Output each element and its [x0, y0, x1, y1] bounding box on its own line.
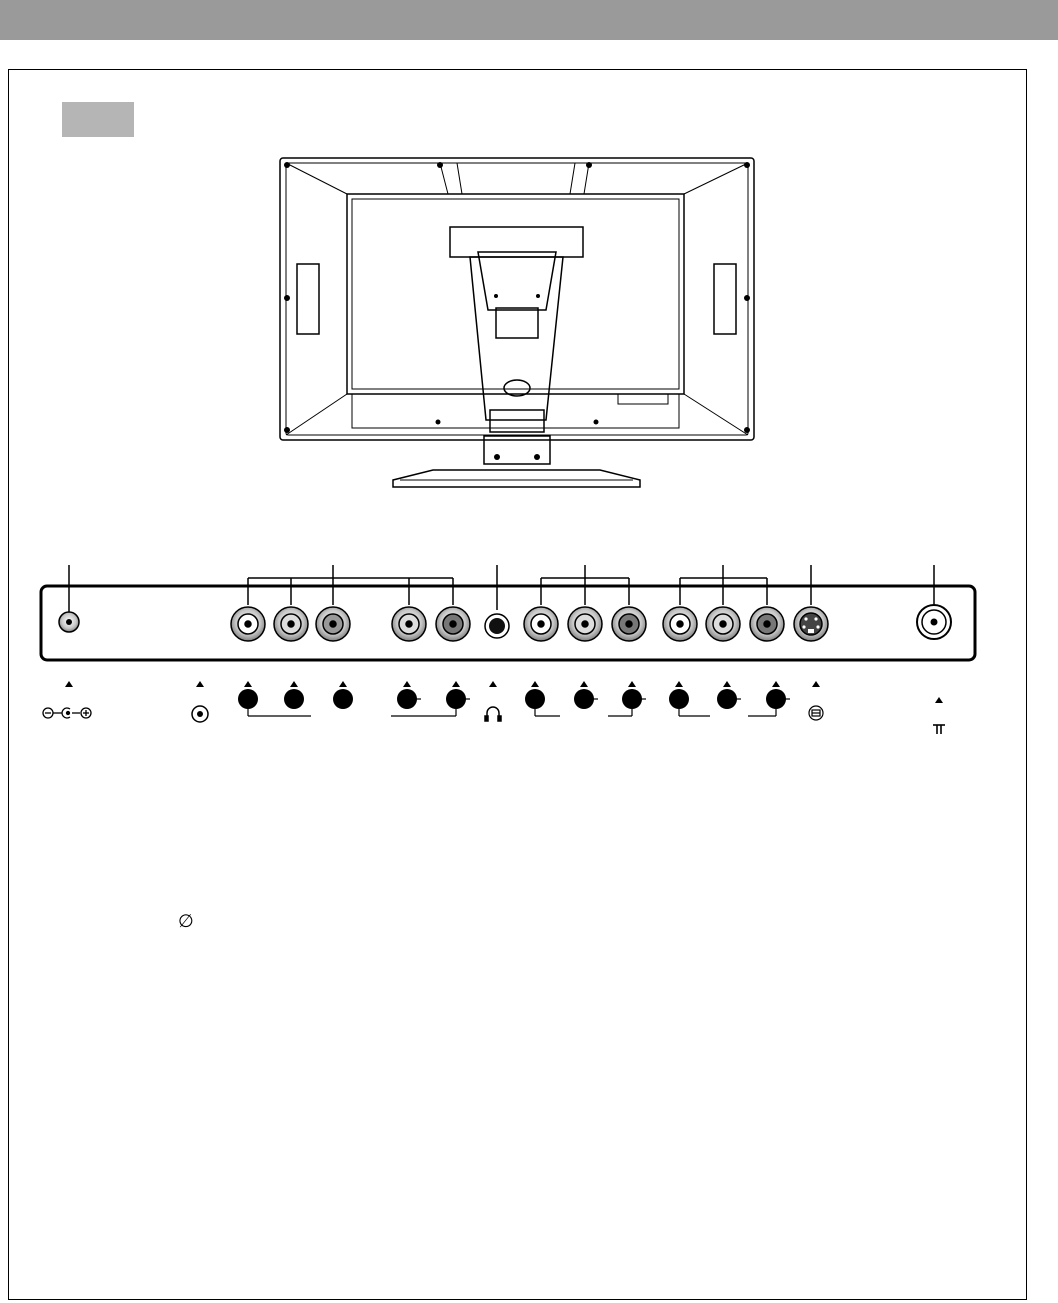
antenna-icon [933, 725, 945, 734]
rca-jack [663, 607, 697, 641]
dc-polarity-icon [43, 708, 91, 718]
rca-jack [568, 607, 602, 641]
diameter-symbol: ∅ [178, 911, 194, 932]
rca-jack [706, 607, 740, 641]
rca-jack [436, 607, 470, 641]
rca-jack [750, 607, 784, 641]
group-brackets [248, 699, 790, 716]
rca-jack [316, 607, 350, 641]
pointer-triangles [65, 681, 943, 703]
antenna-jack [917, 605, 951, 639]
rca-jack [274, 607, 308, 641]
headphone-icon [485, 707, 501, 721]
svideo-jack [794, 607, 828, 641]
dc-power-jack [59, 612, 79, 632]
rca-jack [392, 607, 426, 641]
rca-jack [524, 607, 558, 641]
rca-jack [612, 607, 646, 641]
label-dots [238, 689, 786, 709]
coaxial-icon [192, 706, 208, 722]
headphone-jack [485, 614, 509, 638]
svideo-icon [809, 706, 823, 720]
rca-jack [231, 607, 265, 641]
